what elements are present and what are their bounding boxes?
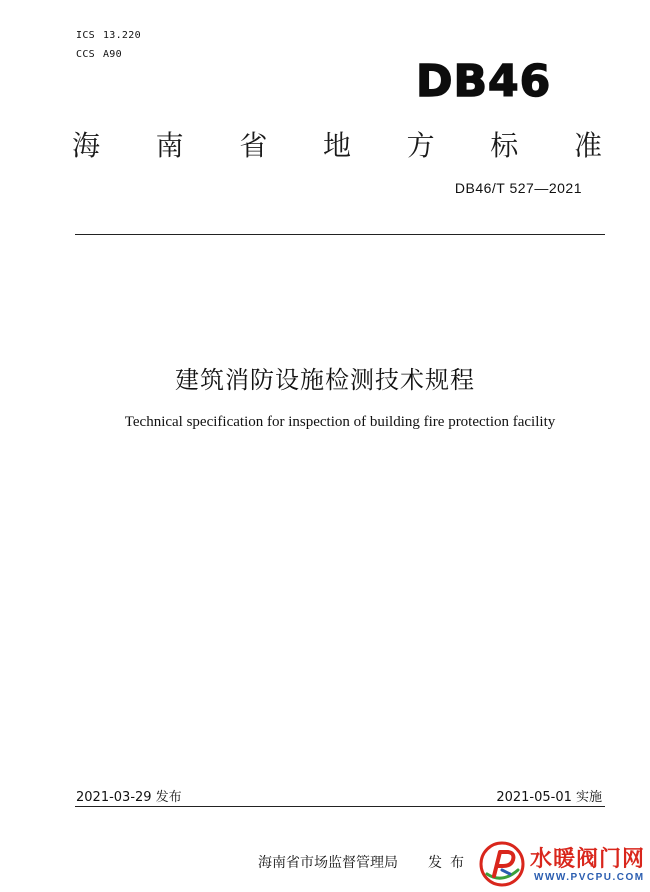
standard-type-char: 地 (322, 129, 351, 162)
watermark-text: 水暖阀门网 (530, 847, 646, 872)
standard-number: DB46/T 527—2021 (454, 180, 582, 196)
watermark-url: WWW.PVCPU.COM (534, 872, 645, 883)
standard-type-heading (72, 124, 602, 164)
issuer-name: 海南省市场监督管理局 (258, 855, 398, 871)
bottom-divider (75, 806, 605, 807)
ccs-label: CCS (76, 49, 95, 60)
ics-code: 13.220 (102, 30, 141, 41)
standard-type-char: 准 (573, 129, 602, 162)
publish-date: 2021-03-29 发布 (76, 790, 182, 805)
issuing-authority (258, 852, 472, 872)
implement-date: 2021-05-01 实施 (496, 790, 602, 805)
document-title-english: Technical specification for inspection of building fire protection facility (124, 414, 556, 430)
document-title-chinese: 建筑消防设施检测技术规程 (175, 366, 475, 394)
db46-logo: DB46 (416, 56, 552, 107)
ccs-code: A90 (102, 49, 122, 60)
standard-type-char: 海 (72, 129, 101, 162)
issuer-verb: 发布 (428, 855, 472, 871)
top-divider (75, 234, 605, 235)
standard-type-char: 标 (490, 129, 519, 162)
ics-classification (76, 30, 141, 41)
watermark-logo-icon (478, 840, 526, 888)
site-watermark (478, 836, 650, 892)
standard-type-char: 省 (239, 129, 268, 162)
ics-label: ICS (76, 30, 95, 41)
standard-type-char: 南 (155, 129, 184, 162)
ccs-classification (76, 49, 122, 60)
standard-type-char: 方 (406, 129, 435, 162)
